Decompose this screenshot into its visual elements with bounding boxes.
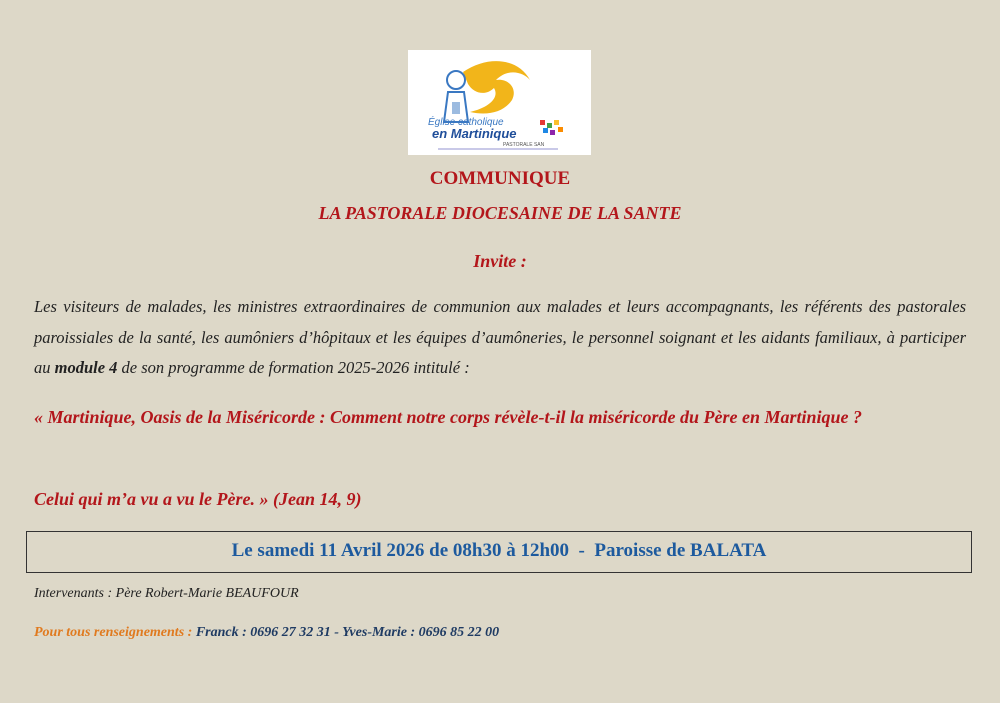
invitation-body [34,292,966,384]
body-part2: de son programme de formation 2025-2026 intitulé : [117,358,470,377]
communique-title: COMMUNIQUE [429,168,571,189]
contact-line [34,625,499,641]
body-module: module 4 [54,358,118,377]
contact-details: Franck : 0696 27 32 31 - Yves-Marie : 0696 85 22 00 [195,625,500,640]
diocese-logo [408,50,591,155]
event-date-place: Le samedi 11 Avril 2026 de 08h30 à 12h00 - Paroisse de BALATA [231,540,767,561]
organisation-subtitle: LA PASTORALE DIOCESAINE DE LA SANTE [318,203,682,223]
body-part1: Les visiteurs de malades, les ministres extraordinaires de communion aux malades et leurs accompagnants, les référents des pastorales paroissiales de la santé, les aumôniers d’hôpitaux et les équipes d’aumôneries, le personnel soignant et les aidants familiaux, à participer au [34,297,966,377]
event-date-box [26,531,972,573]
scripture-quote: Celui qui m’a vu a vu le Père. » (Jean 14, 9) [34,489,362,509]
contact-label: Pour tous renseignements : [34,625,196,640]
logo-line2: en Martinique [432,126,517,141]
training-title-quote: « Martinique, Oasis de la Miséricorde : Comment notre corps révèle-t-il la miséricorde du Père en Martinique ? [34,407,862,427]
logo-line1: Église catholique [428,117,504,128]
speakers-line: Intervenants : Père Robert-Marie BEAUFOUR [34,586,299,601]
logo-line3: PASTORALE SAN [503,142,545,148]
invite-heading: Invite : [473,251,527,271]
